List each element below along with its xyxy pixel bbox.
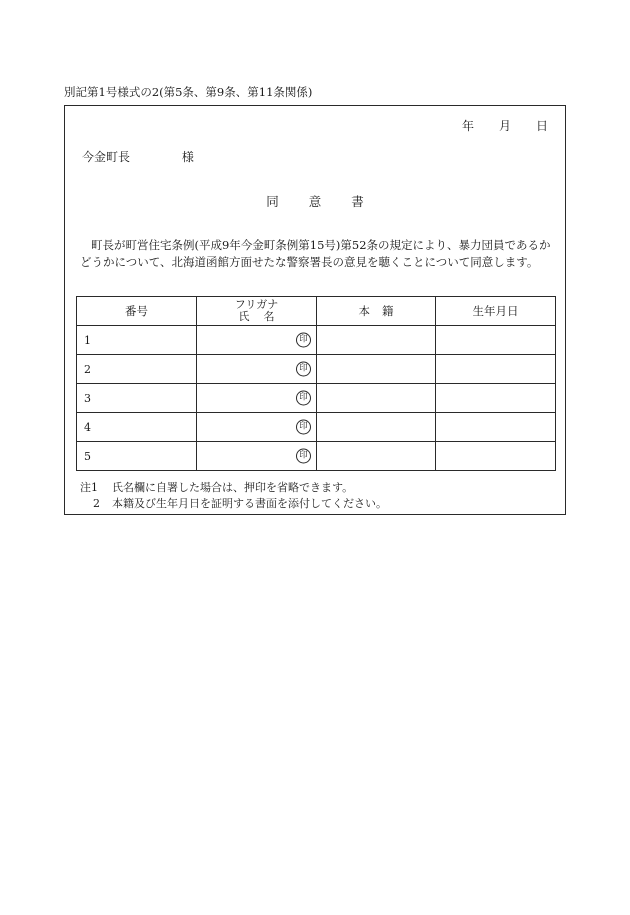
consent-statement: 町長が町営住宅条例(平成9年今金町条例第15号)第52条の規定により、暴力団員であるかどうかについて、北海道函館方面せたな警察署長の意見を聴くことについて同意します。 — [80, 238, 551, 269]
note-mark: 注1 — [80, 481, 98, 494]
row-number: 4 — [77, 413, 197, 442]
table-row — [77, 413, 556, 442]
note-text: 氏名欄に自署した場合は、押印を省略できます。 — [112, 481, 354, 494]
form-number: 別記第1号様式の2(第5条、第9条、第11条関係) — [64, 85, 313, 99]
seal-icon: 印 — [296, 420, 311, 435]
table-row — [77, 442, 556, 471]
header-name — [197, 297, 317, 326]
honseki-input-cell[interactable] — [317, 442, 436, 471]
document-title — [65, 192, 565, 210]
birthdate-input-cell[interactable] — [436, 413, 556, 442]
header-honseki — [317, 297, 436, 326]
header-number: 番号 — [77, 297, 197, 326]
honseki-input-cell[interactable] — [317, 413, 436, 442]
row-number: 3 — [77, 384, 197, 413]
honseki-input-cell[interactable] — [317, 355, 436, 384]
row-number: 5 — [77, 442, 197, 471]
name-input-cell[interactable] — [197, 413, 317, 442]
row-number: 2 — [77, 355, 197, 384]
header-shi: 氏 — [238, 310, 250, 323]
honseki-input-cell[interactable] — [317, 326, 436, 355]
name-input-cell[interactable] — [197, 442, 317, 471]
table-row — [77, 326, 556, 355]
row-number: 1 — [77, 326, 197, 355]
birthdate-input-cell[interactable] — [436, 355, 556, 384]
consent-form-frame — [64, 105, 566, 515]
seal-icon: 印 — [296, 362, 311, 377]
note-item — [80, 480, 387, 496]
date-year-label: 年 — [461, 119, 474, 133]
header-honseki-1: 本 — [358, 304, 370, 318]
header-honseki-2: 籍 — [382, 304, 394, 318]
date-line — [462, 117, 548, 134]
table-row — [77, 355, 556, 384]
birthdate-input-cell[interactable] — [436, 384, 556, 413]
addressee-honorific: 様 — [181, 150, 194, 164]
date-month-label: 月 — [498, 119, 511, 133]
name-input-cell[interactable] — [197, 355, 317, 384]
note-text: 本籍及び生年月日を証明する書面を添付してください。 — [112, 497, 387, 510]
header-birthdate: 生年月日 — [436, 297, 556, 326]
table-header-row — [77, 297, 556, 326]
header-shimei — [197, 311, 316, 323]
header-mei: 名 — [263, 310, 275, 323]
name-input-cell[interactable] — [197, 326, 317, 355]
applicant-table — [76, 296, 556, 471]
document-title-char: 同 — [266, 194, 279, 209]
document-title-char: 意 — [308, 194, 322, 209]
notes — [80, 480, 387, 512]
name-input-cell[interactable] — [197, 384, 317, 413]
birthdate-input-cell[interactable] — [436, 326, 556, 355]
note-item — [80, 496, 387, 512]
birthdate-input-cell[interactable] — [436, 442, 556, 471]
note-mark: 2 — [93, 497, 100, 510]
date-day-label: 日 — [535, 119, 548, 133]
header-furigana: フリガナ — [234, 298, 279, 311]
honseki-input-cell[interactable] — [317, 384, 436, 413]
seal-icon: 印 — [296, 333, 311, 348]
addressee-title: 今金町長 — [82, 150, 131, 164]
seal-icon: 印 — [296, 391, 311, 406]
table-row — [77, 384, 556, 413]
document-title-char: 書 — [351, 194, 364, 209]
addressee — [82, 148, 194, 165]
seal-icon: 印 — [296, 449, 311, 464]
